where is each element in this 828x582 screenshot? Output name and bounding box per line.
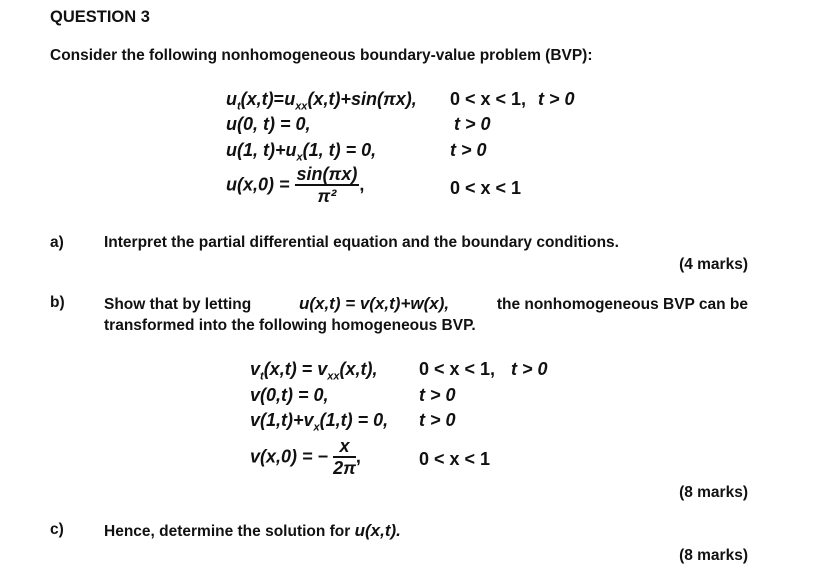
bvp2-pde-domain: 0 < x < 1, bbox=[419, 359, 496, 379]
part-b-line2: transformed into the following homogeneous BVP. bbox=[104, 317, 476, 334]
bvp2-bc2: $v(1,t)+v_x(1,t) = 0$, bbox=[250, 410, 389, 434]
bvp1-pde-time: t > 0 bbox=[538, 89, 575, 109]
bvp2-pde: $v_t(x,t) = v_{xx}(x,t)$, bbox=[250, 359, 378, 383]
bvp1-bc1-domain: t > 0 bbox=[454, 114, 491, 134]
part-a-label: a) bbox=[50, 234, 64, 251]
bvp1-bc1: u(0, t) = 0, bbox=[226, 114, 311, 134]
bvp1-bc2: u(1, $t)+u_x(1$, t) = 0, bbox=[226, 140, 377, 164]
part-a-marks: (4 marks) bbox=[679, 256, 748, 273]
bvp2-pde-time: t > 0 bbox=[511, 359, 548, 379]
bvp2-bc1-domain: t > 0 bbox=[419, 385, 456, 405]
intro-text: Consider the following nonhomogeneous boundary-value problem (BVP): bbox=[50, 47, 593, 64]
bvp1-pde-domain: 0 < x < 1, bbox=[450, 89, 527, 109]
bvp2-ic-fraction: $\frac{x}{2\pi}$ bbox=[333, 436, 356, 478]
part-b-marks: (8 marks) bbox=[679, 484, 748, 501]
bvp2-ic: v(x,0) = − $\frac{x}{2\pi}$ , bbox=[250, 436, 361, 478]
bvp1-ic: u(x,0) = $\frac{\sin(\pi x)}{\text{π²}}$ , bbox=[226, 164, 365, 206]
part-a-text: Interpret the partial differential equation and the boundary conditions. bbox=[104, 234, 619, 251]
part-c-label: c) bbox=[50, 521, 64, 538]
part-c-marks: (8 marks) bbox=[679, 547, 748, 564]
bvp2-ic-domain: 0 < x < 1 bbox=[419, 449, 491, 469]
bvp1-pde: $u_t(x,t)=u_{xx}(x,t)+\sin(\pi x)$, bbox=[226, 89, 417, 113]
bvp1-bc2-domain: t > 0 bbox=[450, 140, 487, 160]
part-b-label: b) bbox=[50, 294, 65, 311]
bvp2-bc2-domain: t > 0 bbox=[419, 410, 456, 430]
bvp2-bc1: v(0,t) = 0, bbox=[250, 385, 329, 405]
bvp1-ic-fraction: $\frac{\sin(\pi x)}{\text{π²}}$ bbox=[296, 164, 358, 206]
question-heading: QUESTION 3 bbox=[50, 8, 150, 26]
bvp1-ic-domain: 0 < x < 1 bbox=[450, 178, 522, 198]
part-c-text: Hence, determine the solution for u(x,t). bbox=[104, 521, 401, 540]
part-b-line1: Show that by letting u(x,t) = v(x,t)+w(x), the nonhomogeneous BVP can be bbox=[104, 294, 748, 313]
